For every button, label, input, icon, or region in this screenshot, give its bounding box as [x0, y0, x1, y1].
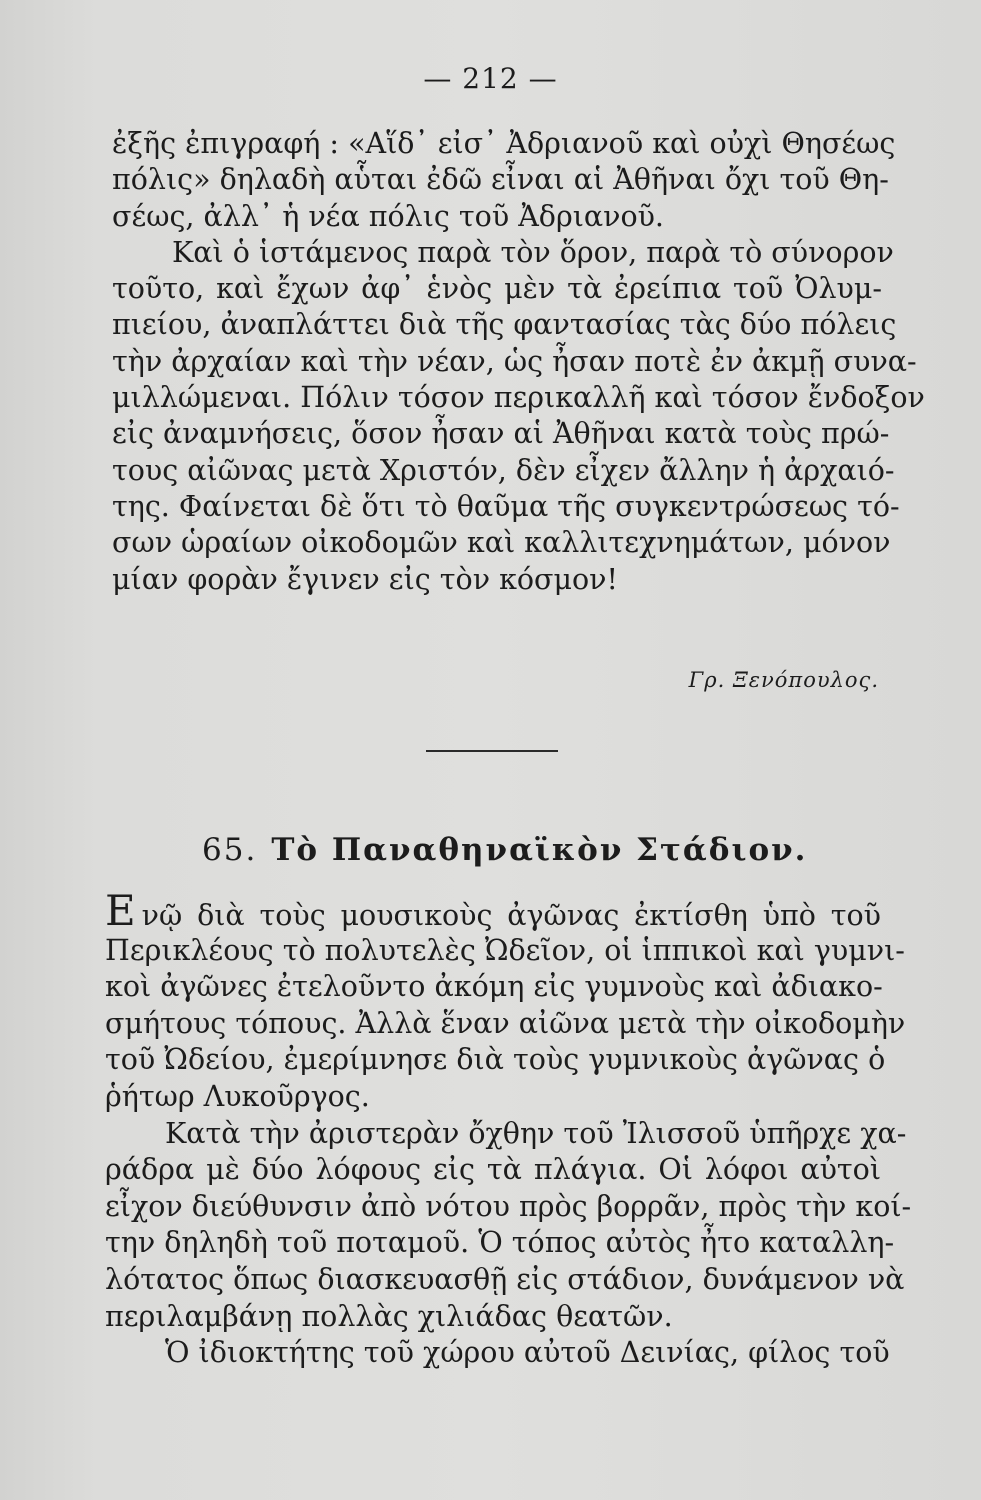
- page-number: — 212 —: [423, 62, 558, 95]
- text-line: σμήτους τόπους. Ἀλλὰ ἕναν αἰῶνα μετὰ τὴν οἰκοδομὴν: [105, 1006, 906, 1040]
- text-line: τὴν ἀρχαίαν καὶ τὴν νέαν, ὡς ἦσαν ποτὲ ἐν ἀκμῇ συνα-: [112, 344, 917, 378]
- text-line: σέως, ἀλλ᾽ ἡ νέα πόλις τοῦ Ἀδριανοῦ.: [112, 199, 664, 233]
- text-line: Κατὰ τὴν ἀριστερὰν ὄχθην τοῦ Ἰλισσοῦ ὑπῆρχε χα-: [165, 1116, 907, 1150]
- section-heading: [202, 832, 807, 868]
- text-line: ῥήτωρ Λυκοῦργος.: [105, 1079, 370, 1113]
- text-line: πιείου, ἀναπλάττει διὰ τῆς φαντασίας τὰς δύο πόλεις: [112, 308, 897, 342]
- text-line: πόλις» δηλαδὴ αὗται ἐδῶ εἶναι αἱ Ἀθῆναι ὄχι τοῦ Θη-: [112, 163, 889, 197]
- text-line-content: νῷ διὰ τοὺς μουσικοὺς ἀγῶνας ἐκτίσθη ὑπὸ τοῦ: [141, 899, 881, 932]
- text-line: ἐξῆς ἐπιγραφή : «Αἵδ᾽ εἰσ᾽ Ἀδριανοῦ καὶ οὐχὶ Θησέως: [112, 127, 896, 160]
- text-line: εἰς ἀναμνήσεις, ὅσον ἦσαν αἱ Ἀθῆναι κατὰ τοὺς πρώ-: [112, 417, 890, 451]
- body-paragraph: [105, 886, 912, 1372]
- text-line: [105, 886, 881, 935]
- quote-paragraph: [112, 126, 925, 598]
- text-line: εἶχον διεύθυνσιν ἀπὸ νότου πρὸς βορρᾶν, πρὸς τὴν κοί-: [105, 1189, 912, 1223]
- text-line: τοῦ Ὠδείου, ἐμερίμνησε διὰ τοὺς γυμνικοὺς ἀγῶνας ὁ: [105, 1043, 886, 1077]
- section-divider: [426, 750, 558, 752]
- section-number: 65.: [202, 832, 258, 868]
- text-line: Καὶ ὁ ἱστάμενος παρὰ τὸν ὅρον, παρὰ τὸ σύνορον: [172, 235, 894, 269]
- text-line: Περικλέους τὸ πολυτελὲς Ὠδεῖον, οἱ ἱππικοὶ καὶ γυμνι-: [105, 933, 905, 967]
- text-line: τοῦτο, καὶ ἔχων ἀφ᾽ ἑνὸς μὲν τὰ ἐρείπια τοῦ Ὀλυμ-: [112, 272, 882, 306]
- drop-cap: Ε: [105, 886, 136, 935]
- text-line: την δηληδὴ τοῦ ποταμοῦ. Ὁ τόπος αὐτὸς ἦτο καταλλη-: [105, 1226, 895, 1260]
- text-line: της. Φαίνεται δὲ ὅτι τὸ θαῦμα τῆς συγκεντρώσεως τό-: [112, 489, 900, 523]
- text-line: τους αἰῶνας μετὰ Χριστόν, δὲν εἶχεν ἄλλην ἡ ἀρχαιό-: [112, 453, 895, 487]
- text-line: σων ὡραίων οἰκοδομῶν καὶ καλλιτεχνημάτων, μόνον: [112, 526, 891, 560]
- text-line: κοὶ ἀγῶνες ἐτελοῦντο ἀκόμη εἰς γυμνοὺς καὶ ἀδιακο-: [105, 970, 883, 1004]
- author-signature: Γρ. Ξενόπουλος.: [688, 668, 879, 692]
- text-line: μίαν φορὰν ἔγινεν εἰς τὸν κόσμον!: [112, 562, 618, 596]
- section-title: Τὸ Παναθηναϊκὸν Στάδιον.: [271, 832, 808, 868]
- text-line: μιλλώμεναι. Πόλιν τόσον περικαλλῆ καὶ τόσον ἔνδοξον: [112, 381, 925, 415]
- text-line: Ὁ ἰδιοκτήτης τοῦ χώρου αὐτοῦ Δεινίας, φίλος τοῦ: [165, 1336, 890, 1370]
- text-line: ράδρα μὲ δύο λόφους εἰς τὰ πλάγια. Οἱ λόφοι αὐτοὶ: [105, 1153, 881, 1187]
- text-line: περιλαμβάνῃ πολλὰς χιλιάδας θεατῶν.: [105, 1299, 673, 1333]
- text-line: λότατος ὅπως διασκευασθῇ εἰς στάδιον, δυνάμενον νὰ: [105, 1262, 905, 1296]
